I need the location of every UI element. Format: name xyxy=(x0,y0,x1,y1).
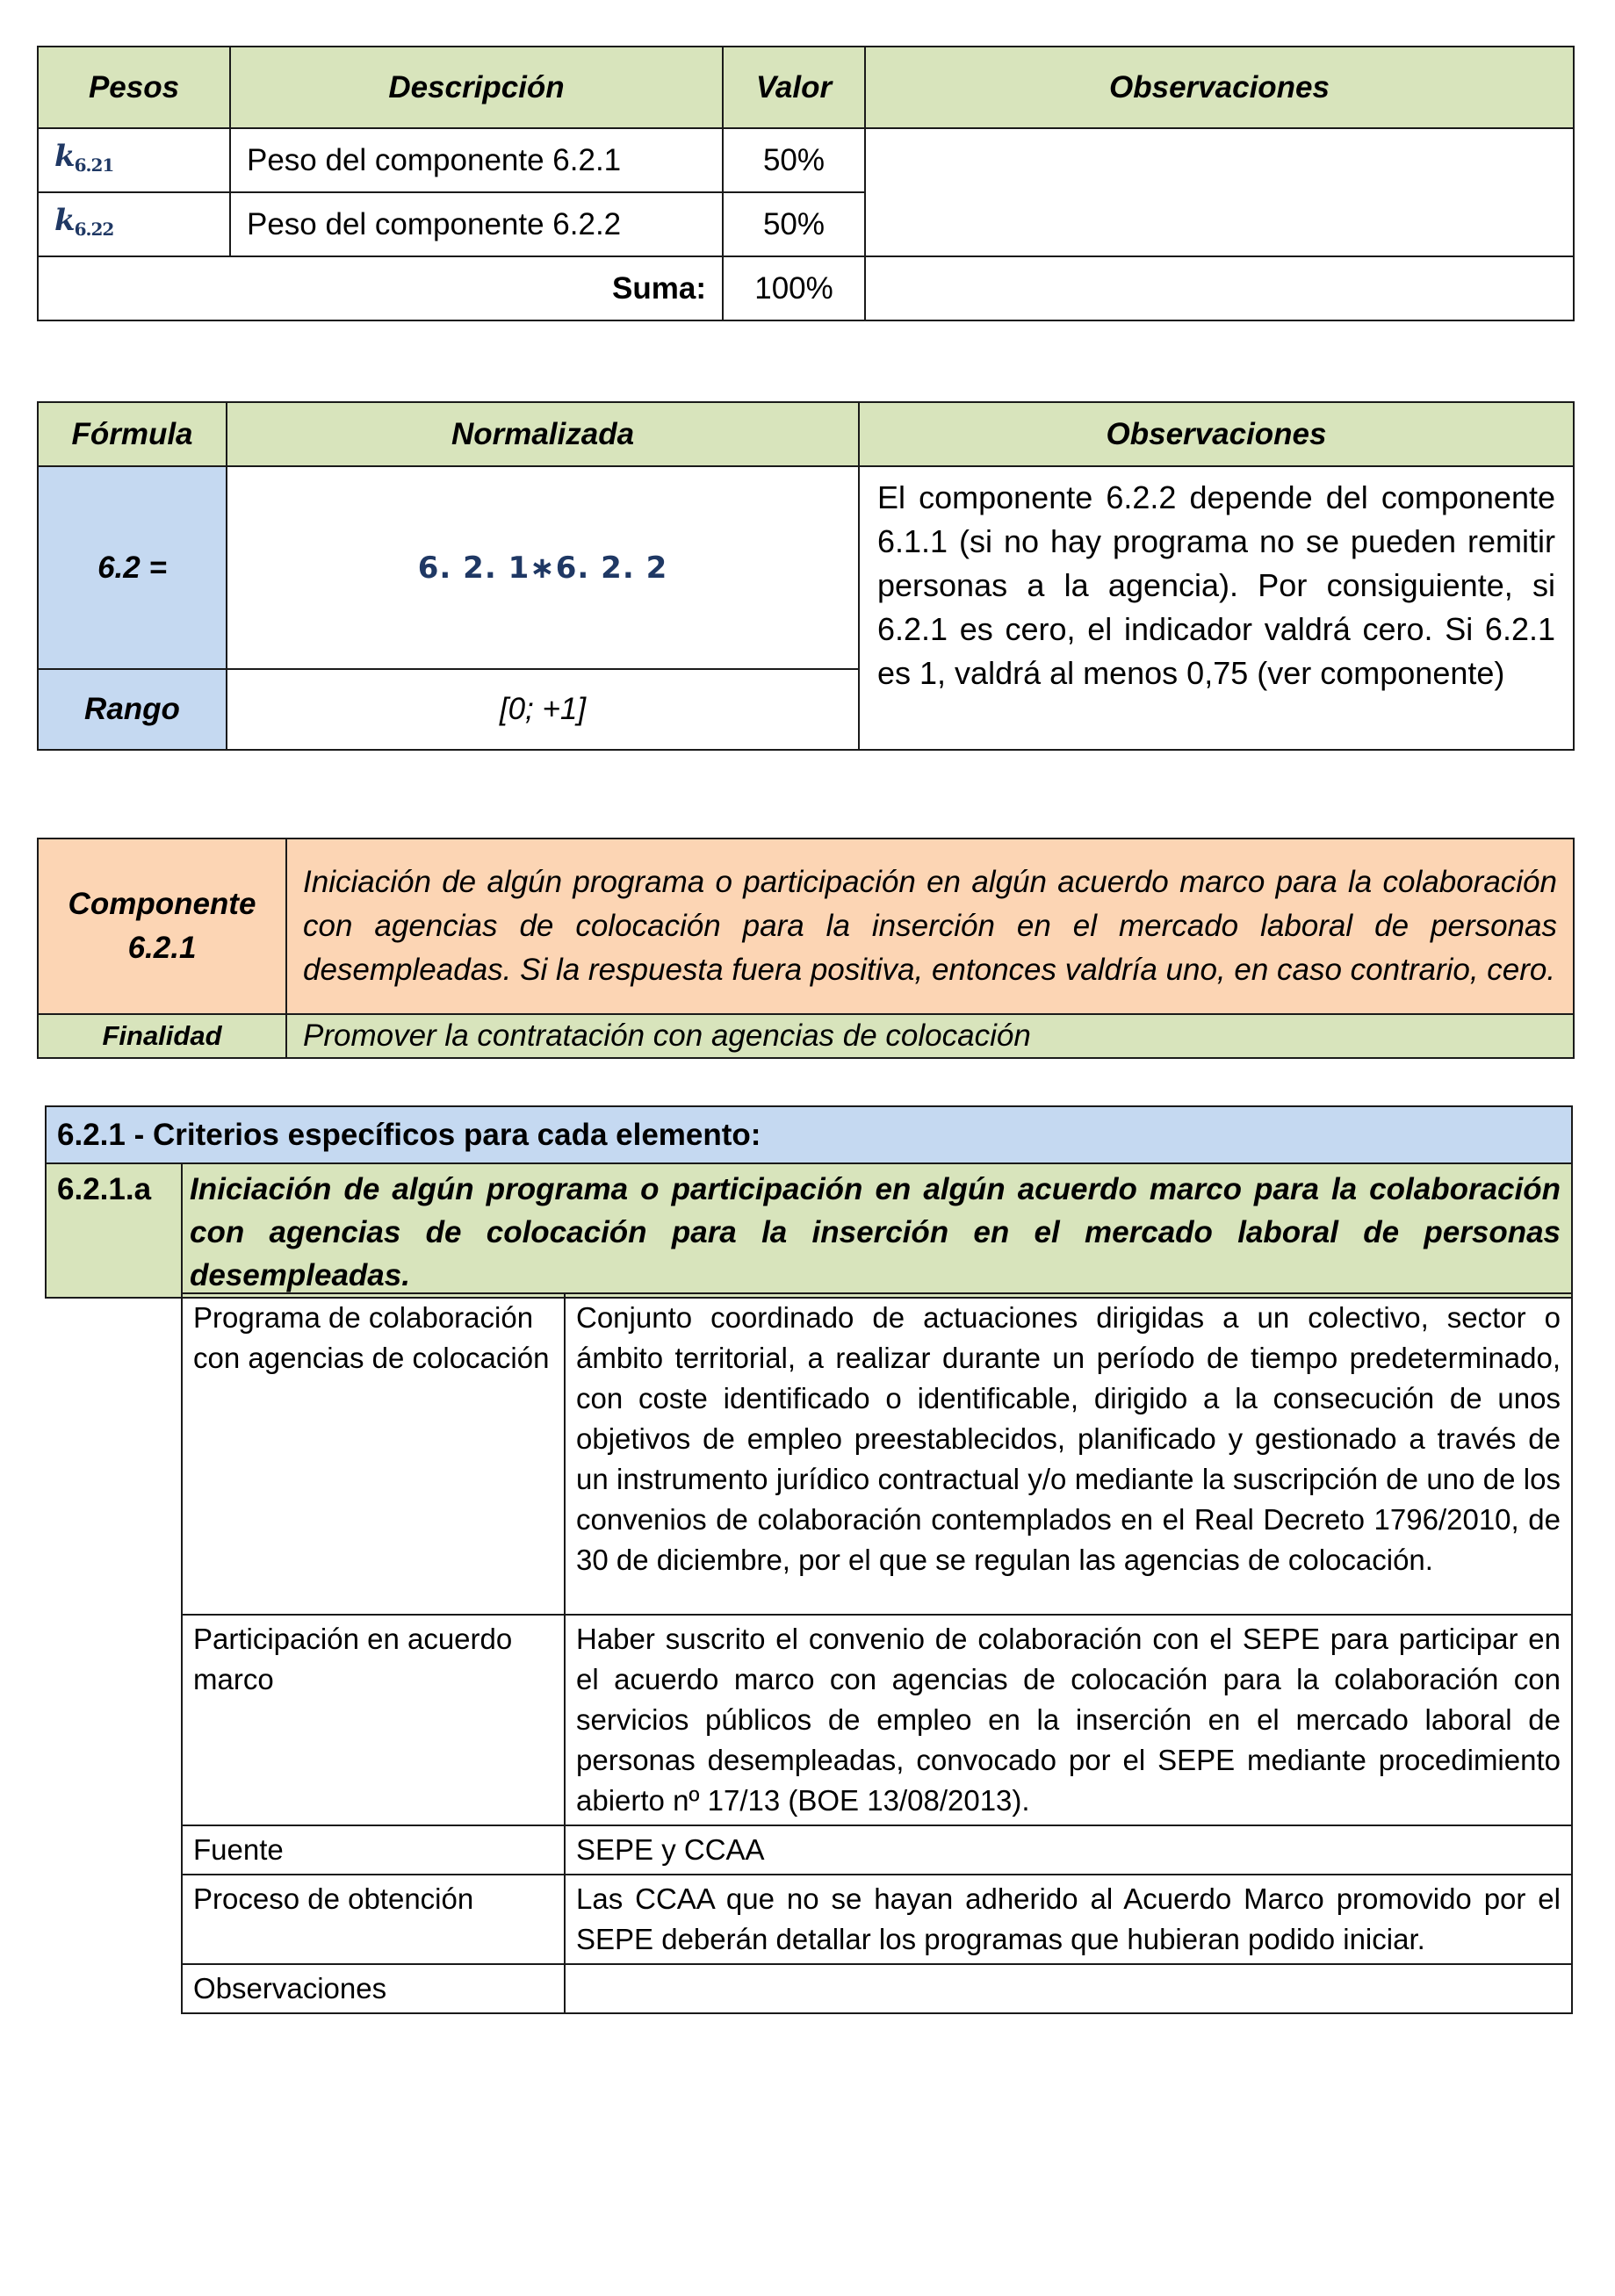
weight-symbol-cell xyxy=(38,192,230,256)
criteria-title: 6.2.1 - Criterios específicos para cada elemento: xyxy=(46,1106,1572,1163)
weights-header-descripcion: Descripción xyxy=(230,47,723,128)
weight-symbol: $k_{6.22}$ xyxy=(54,202,114,240)
weights-observations-cell xyxy=(865,128,1574,256)
definition-text: SEPE y CCAA xyxy=(565,1825,1572,1875)
formula-label: 6.2 = xyxy=(38,466,227,669)
formula-observations: El componente 6.2.2 depende del componente 6.1.1 (si no hay programa no se pueden remitir personas a la agencia). Por consiguiente, si 6.2.1 es cero, el indicador valdrá cero. Si 6.2.1 es 1, valdrá al menos 0,75 (ver componente) xyxy=(859,466,1574,750)
weight-value: 50% xyxy=(723,128,865,192)
weight-value: 50% xyxy=(723,192,865,256)
finalidad-label: Finalidad xyxy=(38,1014,286,1058)
weight-description: Peso del componente 6.2.2 xyxy=(230,192,723,256)
formula-header-observaciones: Observaciones xyxy=(859,402,1574,466)
finalidad-text: Promover la contratación con agencias de colocación xyxy=(286,1014,1574,1058)
formula-expression xyxy=(227,466,859,669)
weight-description: Peso del componente 6.2.1 xyxy=(230,128,723,192)
definition-text: Haber suscrito el convenio de colaboración con el SEPE para participar en el acuerdo marco con agencias de colocación para la colaboración con servicios públicos de empleo en la inserción en el mercado laboral de personas desempleadas, convocado por el SEPE mediante procedimiento abierto nº 17/13 (BOE 13/08/2013). xyxy=(565,1615,1572,1825)
component-label-line-2: 6.2.1 xyxy=(127,931,197,965)
definition-text: Conjunto coordinado de actuaciones dirigidas a un colectivo, sector o ámbito territorial, a realizar durante un período de tiempo predeterminado, con coste identificado o identificable, dirigido a la consecución de unos objetivos de empleo preestablecidos, planificado y gestionado a través de un instrumento jurídico contractual y/o mediante la suscripción de uno de los convenios de colaboración contemplados en el Real Decreto 1796/2010, de 30 de diciembre, por el que se regulan las agencias de colocación. xyxy=(565,1293,1572,1615)
formula-left-term: 6. 2. 1 xyxy=(417,550,530,586)
component-table xyxy=(37,838,1575,1059)
component-description: Iniciación de algún programa o participación en algún acuerdo marco para la colaboración con agencias de colocación para la inserción en el mercado laboral de personas desempleadas. Si la respuesta fuera positiva, entonces valdría uno, en caso contrario, cero. xyxy=(286,839,1574,1014)
range-label: Rango xyxy=(38,669,227,750)
element-code: 6.2.1.a xyxy=(46,1163,182,1298)
criteria-table xyxy=(45,1105,1573,1299)
definition-term: Fuente xyxy=(182,1825,565,1875)
component-label-line-1: Componente xyxy=(68,887,256,921)
definition-term: Observaciones xyxy=(182,1964,565,2013)
definitions-table xyxy=(181,1292,1573,2014)
definition-term: Programa de colaboración con agencias de colocación xyxy=(182,1293,565,1615)
weights-sum-observations xyxy=(865,256,1574,320)
range-value: [0; +1] xyxy=(227,669,859,750)
definition-text xyxy=(565,1964,1572,2013)
formula-header-formula: Fórmula xyxy=(38,402,227,466)
weights-header-pesos: Pesos xyxy=(38,47,230,128)
definition-term: Proceso de obtención xyxy=(182,1875,565,1964)
weight-symbol-cell xyxy=(38,128,230,192)
definition-term: Participación en acuerdo marco xyxy=(182,1615,565,1825)
weights-header-valor: Valor xyxy=(723,47,865,128)
formula-right-term: 6. 2. 2 xyxy=(555,550,668,586)
weight-symbol: $k_{6.21}$ xyxy=(54,138,114,176)
weights-table xyxy=(37,46,1575,321)
weights-sum-value: 100% xyxy=(723,256,865,320)
multiply-icon: ∗ xyxy=(530,550,556,586)
formula-table xyxy=(37,401,1575,751)
weights-header-observaciones: Observaciones xyxy=(865,47,1574,128)
formula-header-normalizada: Normalizada xyxy=(227,402,859,466)
definition-text: Las CCAA que no se hayan adherido al Acuerdo Marco promovido por el SEPE deberán detallar los programas que hubieran podido iniciar. xyxy=(565,1875,1572,1964)
element-description: Iniciación de algún programa o participación en algún acuerdo marco para la colaboración con agencias de colocación para la inserción en el mercado laboral de personas desempleadas. xyxy=(182,1163,1572,1298)
weights-sum-label: Suma: xyxy=(38,256,723,320)
component-label xyxy=(38,839,286,1014)
